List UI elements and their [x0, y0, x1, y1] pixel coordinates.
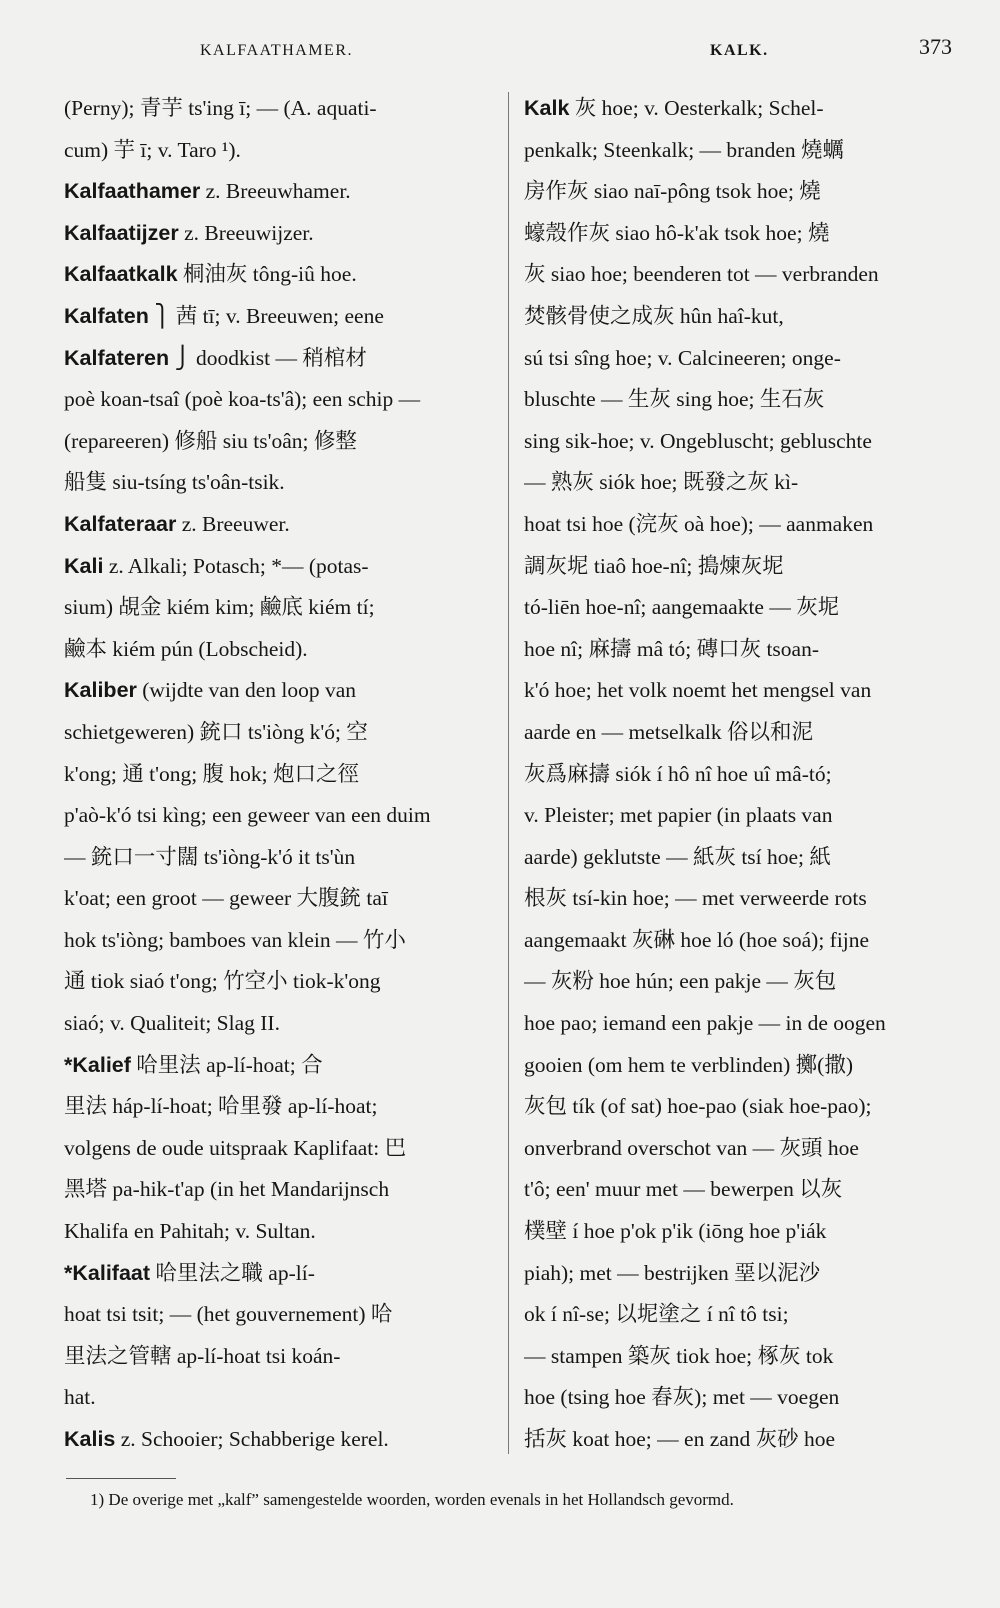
text-line: 灰 siao hoe; beenderen tot — verbranden	[524, 262, 879, 287]
text-line: schietgeweren) 銃口 ts'iòng k'ó; 空	[64, 719, 368, 744]
text-line: piah); met — bestrijken 堊以泥沙	[524, 1260, 821, 1285]
text-line: 船隻 siu-tsíng ts'oân-tsik.	[64, 470, 285, 495]
text-line: 根灰 tsí-kin hoe; — met verweerde rots	[524, 886, 867, 911]
text-line: hoe pao; iemand een pakje — in de oogen	[524, 1011, 886, 1036]
column-divider	[508, 92, 509, 1454]
headword-line: Kali z. Alkali; Potasch; *— (potas-	[64, 553, 369, 578]
headword-line: *Kalief 哈里法 ap-lí-hoat; 合	[64, 1052, 323, 1077]
text-line: hoe nî; 麻擣 mâ tó; 磚口灰 tsoan-	[524, 636, 819, 661]
text-line: Khalifa en Pahitah; v. Sultan.	[64, 1219, 316, 1244]
headword: Kalis	[64, 1427, 116, 1451]
text-line: poè koan-tsaî (poè koa-ts'â); een schip —	[64, 387, 421, 412]
text-line: aarde) geklutste — 紙灰 tsí hoe; 紙	[524, 844, 831, 869]
text-line: 焚骸骨使之成灰 hûn haî-kut,	[524, 303, 784, 328]
text-line: v. Pleister; met papier (in plaats van	[524, 803, 833, 828]
running-head	[60, 34, 960, 62]
headword-line: Kalfaten ⎫ 茜 tī; v. Breeuwen; eene	[64, 303, 384, 328]
text-line: 調灰坭 tiaô hoe-nî; 搗煉灰坭	[524, 553, 784, 578]
running-head-center: KALK.	[710, 42, 769, 59]
text-line: 樸壁 í hoe p'ok p'ik (iōng hoe p'iák	[524, 1219, 827, 1244]
text-line: 鹼本 kiém pún (Lobscheid).	[64, 636, 308, 661]
headword-line: Kalfateren ⎭ doodkist — 稍棺材	[64, 345, 367, 370]
headword-line: Kalfaathamer z. Breeuwhamer.	[64, 179, 351, 204]
headword-line: Kalfateraar z. Breeuwer.	[64, 511, 290, 536]
headword: Kaliber	[64, 678, 137, 703]
text-line: hoat tsi tsit; — (het gouvernement) 哈	[64, 1302, 393, 1327]
text-line: gooien (om hem te verblinden) 擲(撒)	[524, 1052, 853, 1077]
text-line: k'oat; een groot — geweer 大腹銃 taī	[64, 886, 388, 911]
headword-line: *Kalifaat 哈里法之職 ap-lí-	[64, 1260, 315, 1285]
text-line: — 銃口一寸闊 ts'iòng-k'ó it ts'ùn	[64, 844, 356, 869]
text-line: 蠔殼作灰 siao hô-k'ak tsok hoe; 燒	[524, 220, 830, 245]
text-line: (repareeren) 修船 siu ts'oân; 修整	[64, 428, 357, 453]
text-line: 括灰 koat hoe; — en zand 灰砂 hoe	[524, 1427, 836, 1451]
headword-line: Kalk 灰 hoe; v. Oesterkalk; Schel-	[524, 96, 824, 120]
text-line: k'ó hoe; het volk noemt het mengsel van	[524, 678, 872, 703]
text-line: penkalk; Steenkalk; — branden 燒蠣	[524, 137, 845, 162]
text-line: cum) 芋 ī; v. Taro ¹).	[64, 137, 241, 162]
headword: Kali	[64, 553, 104, 578]
text-line: p'aò-k'ó tsi kìng; een geweer van een duim	[64, 803, 431, 828]
text-line: 房作灰 siao naī-pông tsok hoe; 燒	[524, 179, 821, 204]
text-line: sium) 覘金 kiém kim; 鹼底 kiém tí;	[64, 595, 375, 620]
headword-line: Kalfaatkalk 桐油灰 tông-iû hoe.	[64, 262, 357, 287]
headword: Kalfaatkalk	[64, 262, 178, 287]
headword: Kalfaathamer	[64, 179, 201, 204]
text-line: — 熟灰 siók hoe; 既發之灰 kì-	[524, 470, 799, 495]
text-line: (Perny); 青芋 ts'ing ī; — (A. aquati-	[64, 96, 377, 120]
running-head-left: KALFAATHAMER.	[200, 42, 353, 59]
text-line: bluschte — 生灰 sing hoe; 生石灰	[524, 387, 825, 412]
text-line: hoe (tsing hoe 舂灰); met — voegen	[524, 1385, 840, 1410]
footnote-rule	[66, 1478, 176, 1479]
text-line: onverbrand overschot van — 灰頭 hoe	[524, 1135, 859, 1160]
text-line: ok í nî-se; 以坭塗之 í nî tô tsi;	[524, 1302, 789, 1327]
text-line: hoat tsi hoe (浣灰 oà hoe); — aanmaken	[524, 511, 874, 536]
text-line: hat.	[64, 1385, 96, 1410]
headword: Kalfaatijzer	[64, 220, 179, 245]
footnote: 1) De overige met „kalf” samengestelde woorden, worden evenals in het Hollandsch gevormd.	[90, 1490, 734, 1509]
headword: *Kalief	[64, 1052, 131, 1077]
text-line: 里法 háp-lí-hoat; 哈里發 ap-lí-hoat;	[64, 1094, 378, 1119]
text-line: aangemaakt 灰碄 hoe ló (hoe soá); fijne	[524, 927, 870, 952]
text-line: 里法之管轄 ap-lí-hoat tsi koán-	[64, 1343, 341, 1368]
headword: *Kalifaat	[64, 1260, 151, 1285]
headword-line: Kalis z. Schooier; Schabberige kerel.	[64, 1427, 389, 1451]
text-line: volgens de oude uitspraak Kaplifaat: 巴	[64, 1135, 407, 1160]
text-line: — stampen 築灰 tiok hoe; 椓灰 tok	[524, 1343, 834, 1368]
headword-line: Kalfaatijzer z. Breeuwijzer.	[64, 220, 314, 245]
text-line: hok ts'iòng; bamboes van klein — 竹小	[64, 927, 406, 952]
headword: Kalk	[524, 96, 570, 120]
right-column	[524, 88, 962, 1461]
text-line: t'ô; een' muur met — bewerpen 以灰	[524, 1177, 843, 1202]
headword-line: Kaliber (wijdte van den loop van	[64, 678, 357, 703]
text-line: 通 tiok siaó t'ong; 竹空小 tiok-k'ong	[64, 969, 381, 994]
left-column	[64, 88, 502, 1461]
text-line: sú tsi sîng hoe; v. Calcineeren; onge-	[524, 345, 841, 370]
text-line: k'ong; 通 t'ong; 腹 hok; 炮口之徑	[64, 761, 360, 786]
headword: Kalfaten	[64, 303, 149, 328]
text-line: tó-liēn hoe-nî; aangemaakte — 灰坭	[524, 595, 840, 620]
headword: Kalfateren	[64, 345, 170, 370]
page-number: 373	[919, 34, 952, 59]
text-line: 黑塔 pa-hik-t'ap (in het Mandarijnsch	[64, 1177, 390, 1202]
text-line: siaó; v. Qualiteit; Slag II.	[64, 1011, 280, 1036]
text-line: — 灰粉 hoe hún; een pakje — 灰包	[524, 969, 837, 994]
text-line: 灰包 tík (of sat) hoe-pao (siak hoe-pao);	[524, 1094, 872, 1119]
text-line: sing sik-hoe; v. Ongebluscht; gebluschte	[524, 428, 872, 453]
headword: Kalfateraar	[64, 511, 177, 536]
text-line: aarde en — metselkalk 俗以和泥	[524, 719, 813, 744]
text-line: 灰爲麻擣 siók í hô nî hoe uî mâ-tó;	[524, 761, 832, 786]
